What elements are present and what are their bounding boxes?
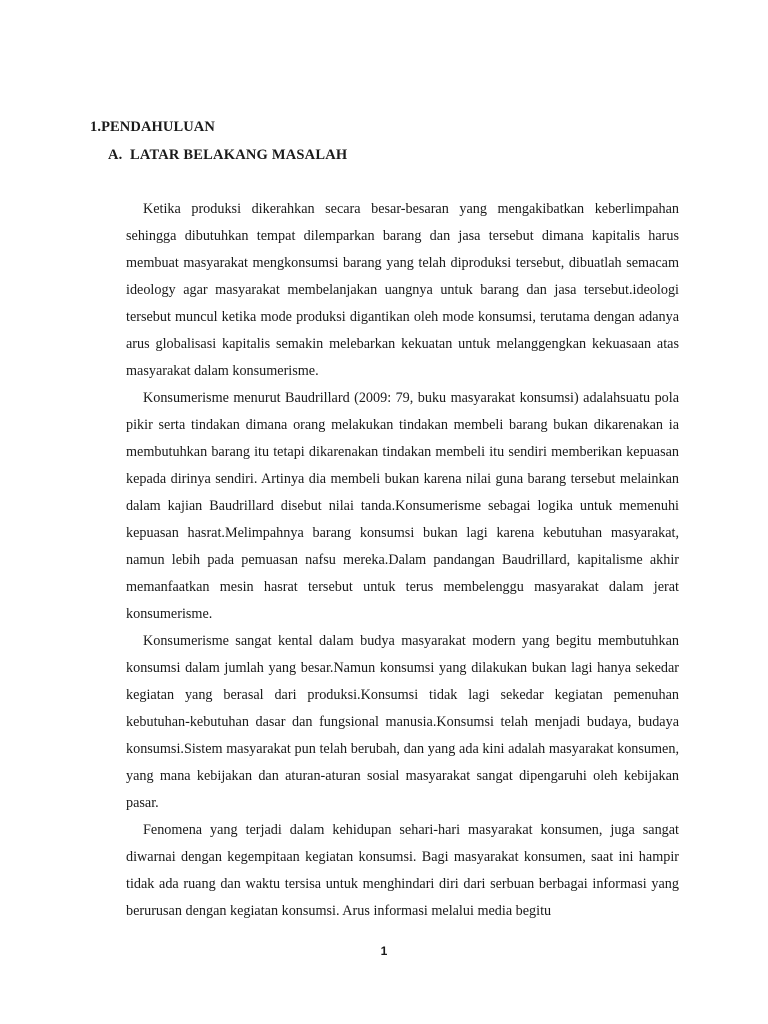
paragraph: Ketika produksi dikerahkan secara besar-besaran yang mengakibatkan keberlimpahan sehingga dibutuhkan tempat dilemparkan barang dan jasa tersebut dimana kapitalis harus membuat masyarakat mengkonsumsi barang yang telah diproduksi tersebut, dibuatlah semacam ideology agar masyarakat membelanjakan uangnya untuk barang dan jasa tersebut.ideologi tersebut muncul ketika mode produksi digantikan oleh mode konsumsi, terutama dengan adanya arus globalisasi kapitalis semakin melebarkan kekuatan untuk melanggengkan kekuasaan atas masyarakat dalam konsumerisme. (126, 201, 679, 379)
page-number: 1 (380, 944, 388, 958)
section-number: A. (108, 147, 123, 163)
section-title: LATAR BELAKANG MASALAH (130, 147, 348, 163)
section-heading (108, 147, 347, 164)
paragraph: Fenomena yang terjadi dalam kehidupan sehari-hari masyarakat konsumen, juga sangat diwarnai dengan kegempitaan kegiatan konsumsi. Bagi masyarakat konsumen, saat ini hampir tidak ada ruang dan waktu tersisa untuk menghindari diri dari serbuan berbagai informasi yang berurusan dengan kegiatan konsumsi. Arus informasi melalui media begitu (126, 822, 679, 919)
paragraph: Konsumerisme menurut Baudrillard (2009: 79, buku masyarakat konsumsi) adalahsuatu pola pikir serta tindakan dimana orang melakukan tindakan membeli barang bukan dikarenakan ia membutuhkan barang itu tetapi dikarenakan tindakan membeli itu sendiri memberikan kepuasan kepada dirinya sendiri. Artinya dia membeli bukan karena nilai guna barang tersebut melainkan dalam kajian Baudrillard disebut nilai tanda.Konsumerisme sebagai logika untuk memenuhi kepuasan hasrat.Melimpahnya barang konsumsi bukan lagi karena kebutuhan masyarakat, namun lebih pada pemuasan nafsu mereka.Dalam pandangan Baudrillard, kapitalisme akhir memanfaatkan mesin hasrat tersebut untuk terus membelenggu masyarakat dalam jerat konsumerisme. (126, 390, 679, 622)
paragraph: Konsumerisme sangat kental dalam budya masyarakat modern yang begitu membutuhkan konsumsi dalam jumlah yang besar.Namun konsumsi yang dilakukan bukan lagi hanya sekedar kegiatan yang berasal dari produksi.Konsumsi tidak lagi sekedar kegiatan pemenuhan kebutuhan-kebutuhan dasar dan fungsional manusia.Konsumsi telah menjadi budaya, budaya konsumsi.Sistem masyarakat pun telah berubah, dan yang ada kini adalah masyarakat konsumen, yang mana kebijakan dan aturan-aturan sosial masyarakat sangat dipengaruhi oleh kebijakan pasar. (126, 633, 679, 811)
chapter-heading: 1.PENDAHULUAN (90, 119, 215, 135)
body-text (126, 196, 679, 925)
